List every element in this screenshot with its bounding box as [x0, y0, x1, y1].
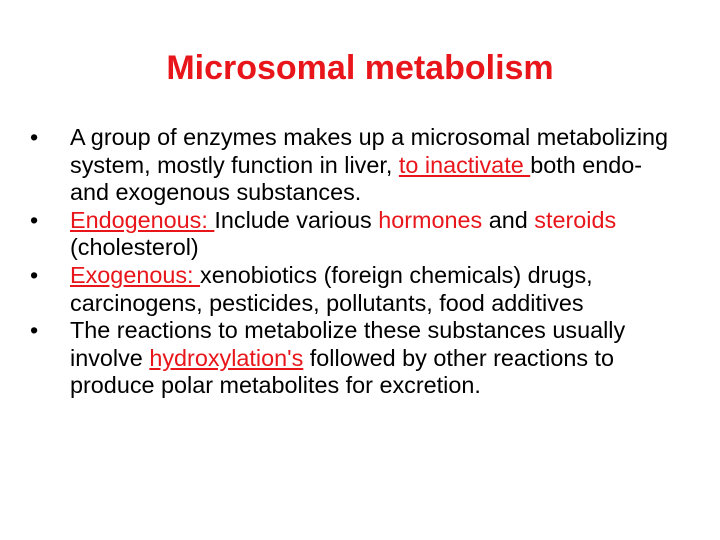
bullet-text: both endo-and exogenous substances. [70, 151, 643, 206]
bullet-text: followed by other reactions to produce polar metabolites for excretion. [70, 344, 615, 399]
highlight-hormones: hormones [378, 206, 483, 233]
slide-title: Microsomal metabolism [166, 49, 554, 87]
label-exogenous: Exogenous: [70, 261, 201, 288]
highlight-hydroxylation: hydroxylation's [149, 344, 304, 371]
bullet-item-exogenous [28, 262, 678, 317]
bullet-list [28, 124, 678, 400]
bullet-item-microsomal-system [28, 124, 678, 207]
label-endogenous: Endogenous: [70, 206, 215, 233]
bullet-item-reactions [28, 317, 678, 400]
bullet-text: A group of enzymes makes up a microsomal metabolizing system, mostly function in liver, [70, 124, 669, 178]
bullet-dot-icon: • [30, 124, 39, 150]
bullet-text: xenobiotics (foreign chemicals) drugs, carcinogens, pesticides, pollutants, food additives [70, 261, 593, 316]
bullet-dot-icon: • [30, 317, 39, 344]
bullet-item-endogenous [28, 207, 678, 262]
bullet-text: (cholesterol) [70, 234, 199, 261]
bullet-text: Include various [214, 206, 379, 233]
bullet-text: The reactions to metabolize these substances usually involve [70, 317, 626, 371]
highlight-steroids: steroids [534, 206, 617, 233]
bullet-dot-icon: • [30, 206, 39, 233]
bullet-text: and [482, 206, 535, 233]
bullet-dot-icon: • [30, 261, 39, 288]
highlight-to-inactivate: to inactivate [398, 151, 531, 178]
